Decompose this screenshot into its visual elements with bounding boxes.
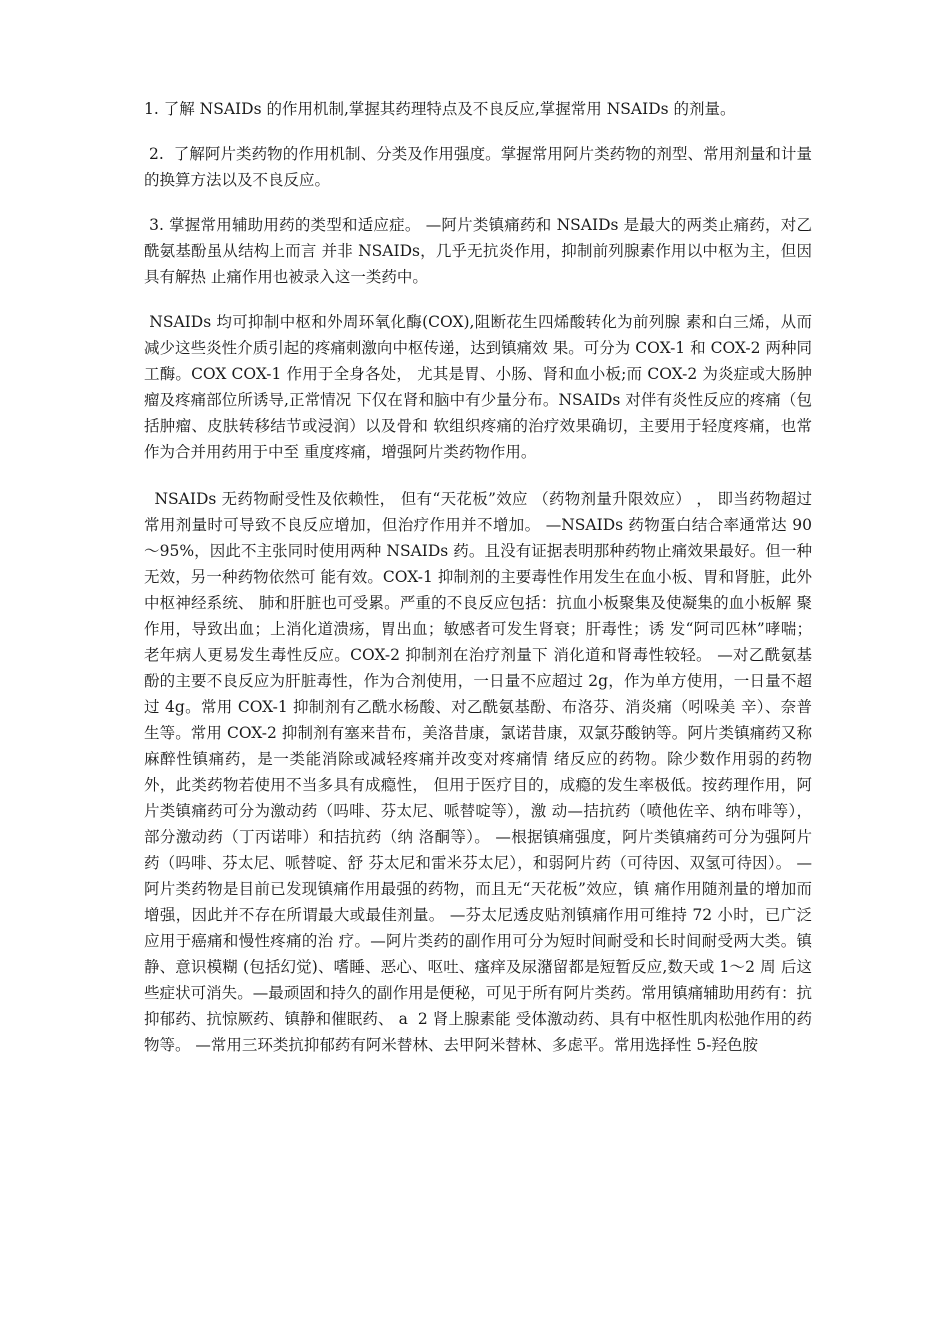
paragraph-1: 1. 了解 NSAIDs 的作用机制,掌握其药理特点及不良反应,掌握常用 NSAIDs 的剂量。 <box>144 100 736 118</box>
paragraph-3: 3. 掌握常用辅助用药的类型和适应症。 —阿片类镇痛药和 NSAIDs 是最大的两类止痛药，对乙酰氨基酚虽从结构上而言 并非 NSAIDs，几乎无抗炎作用，抑制前列腺素作用以中枢为主，但因具有解热 止痛作用也被录入这一类药中。 <box>144 216 812 286</box>
paragraph-5: NSAIDs 无药物耐受性及依赖性， 但有“天花板”效应 （药物剂量升限效应） ， 即当药物超过常用剂量时可导致不良反应增加，但治疗作用并不增加。 —NSAIDs 药物蛋白结合率通常达 90～95%，因此不主张同时使用两种 NSAIDs 药。且没有证据表明那种药物止痛效果最好。但一种无效，另一种药物依然可 能有效。COX-1 抑制剂的主要毒性作用发生在血小板、胃和肾脏，此外中枢神经系统、 肺和肝脏也可受累。严重的不良反应包括：抗血小板聚集及使凝集的血小板解 聚作用，导致出血；上消化道溃疡，胃出血；敏感者可发生肾衰；肝毒性；诱 发“阿司匹林”哮喘；老年病人更易发生毒性反应。COX-2 抑制剂在治疗剂量下 消化道和肾毒性较轻。 —对乙酰氨基酚的主要不良反应为肝脏毒性，作为合剂使用，一日量不应超过 2g，作为单方使用，一日量不超过 4g。常用 COX-1 抑制剂有乙酰水杨酸、对乙酰氨基酚、布洛芬、消炎痛（吲哚美 辛）、奈普生等。常用 COX-2 抑制剂有塞来昔布，美洛昔康，氯诺昔康，双氯芬酸钠等。阿片类镇痛药又称麻醉性镇痛药，是一类能消除或减轻疼痛并改变对疼痛情 绪反应的药物。除少数作用弱的药物外，此类药物若使用不当多具有成瘾性， 但用于医疗目的，成瘾的发生率极低。按药理作用，阿片类镇痛药可分为激动药（吗啡、芬太尼、哌替啶等），激 动—拮抗药（喷他佐辛、纳布啡等），部分激动药（丁丙诺啡）和拮抗药（纳 洛酮等）。 —根据镇痛强度，阿片类镇痛药可分为强阿片药（吗啡、芬太尼、哌替啶、舒 芬太尼和雷米芬太尼），和弱阿片药（可待因、双氢可待因）。 —阿片类药物是目前已发现镇痛作用最强的药物，而且无“天花板”效应，镇 痛作用随剂量的增加而增强，因此并不存在所谓最大或最佳剂量。 —芬太尼透皮贴剂镇痛作用可维持 72 小时，已广泛应用于癌痛和慢性疼痛的治 疗。—阿片类药的副作用可分为短时间耐受和长时间耐受两大类。镇静、意识模糊 (包括幻觉)、嗜睡、恶心、呕吐、瘙痒及尿潴留都是短暂反应,数天或 1～2 周 后这些症状可消失。—最顽固和持久的副作用是便秘，可见于所有阿片类药。常用镇痛辅助用药有：抗抑郁药、抗惊厥药、镇静和催眠药、 a 2 肾上腺素能 受体激动药、具有中枢性肌肉松弛作用的药物等。 —常用三环类抗抑郁药有阿米替林、去甲阿米替林、多虑平。常用选择性 5-羟色胺 <box>144 490 812 1054</box>
document-page <box>144 96 812 1077</box>
paragraph-4: NSAIDs 均可抑制中枢和外周环氧化酶(COX),阻断花生四烯酸转化为前列腺 素和白三烯，从而减少这些炎性介质引起的疼痛刺激向中枢传递，达到镇痛效 果。可分为 COX-1 和 COX-2 两种同工酶。COX COX-1 作用于全身各处， 尤其是胃、小肠、肾和血小板;而 COX-2 为炎症或大肠肿瘤及疼痛部位所诱导,正常情况 下仅在肾和脑中有少量分布。NSAIDs 对伴有炎性反应的疼痛（包括肿瘤、皮肤转移结节或浸润）以及骨和 软组织疼痛的治疗效果确切，主要用于轻度疼痛，也常作为合并用药用于中至 重度疼痛，增强阿片类药物作用。 <box>144 313 812 461</box>
paragraph-2: 2. 了解阿片类药物的作用机制、分类及作用强度。掌握常用阿片类药物的剂型、常用剂量和计量的换算方法以及不良反应。 <box>144 145 812 189</box>
